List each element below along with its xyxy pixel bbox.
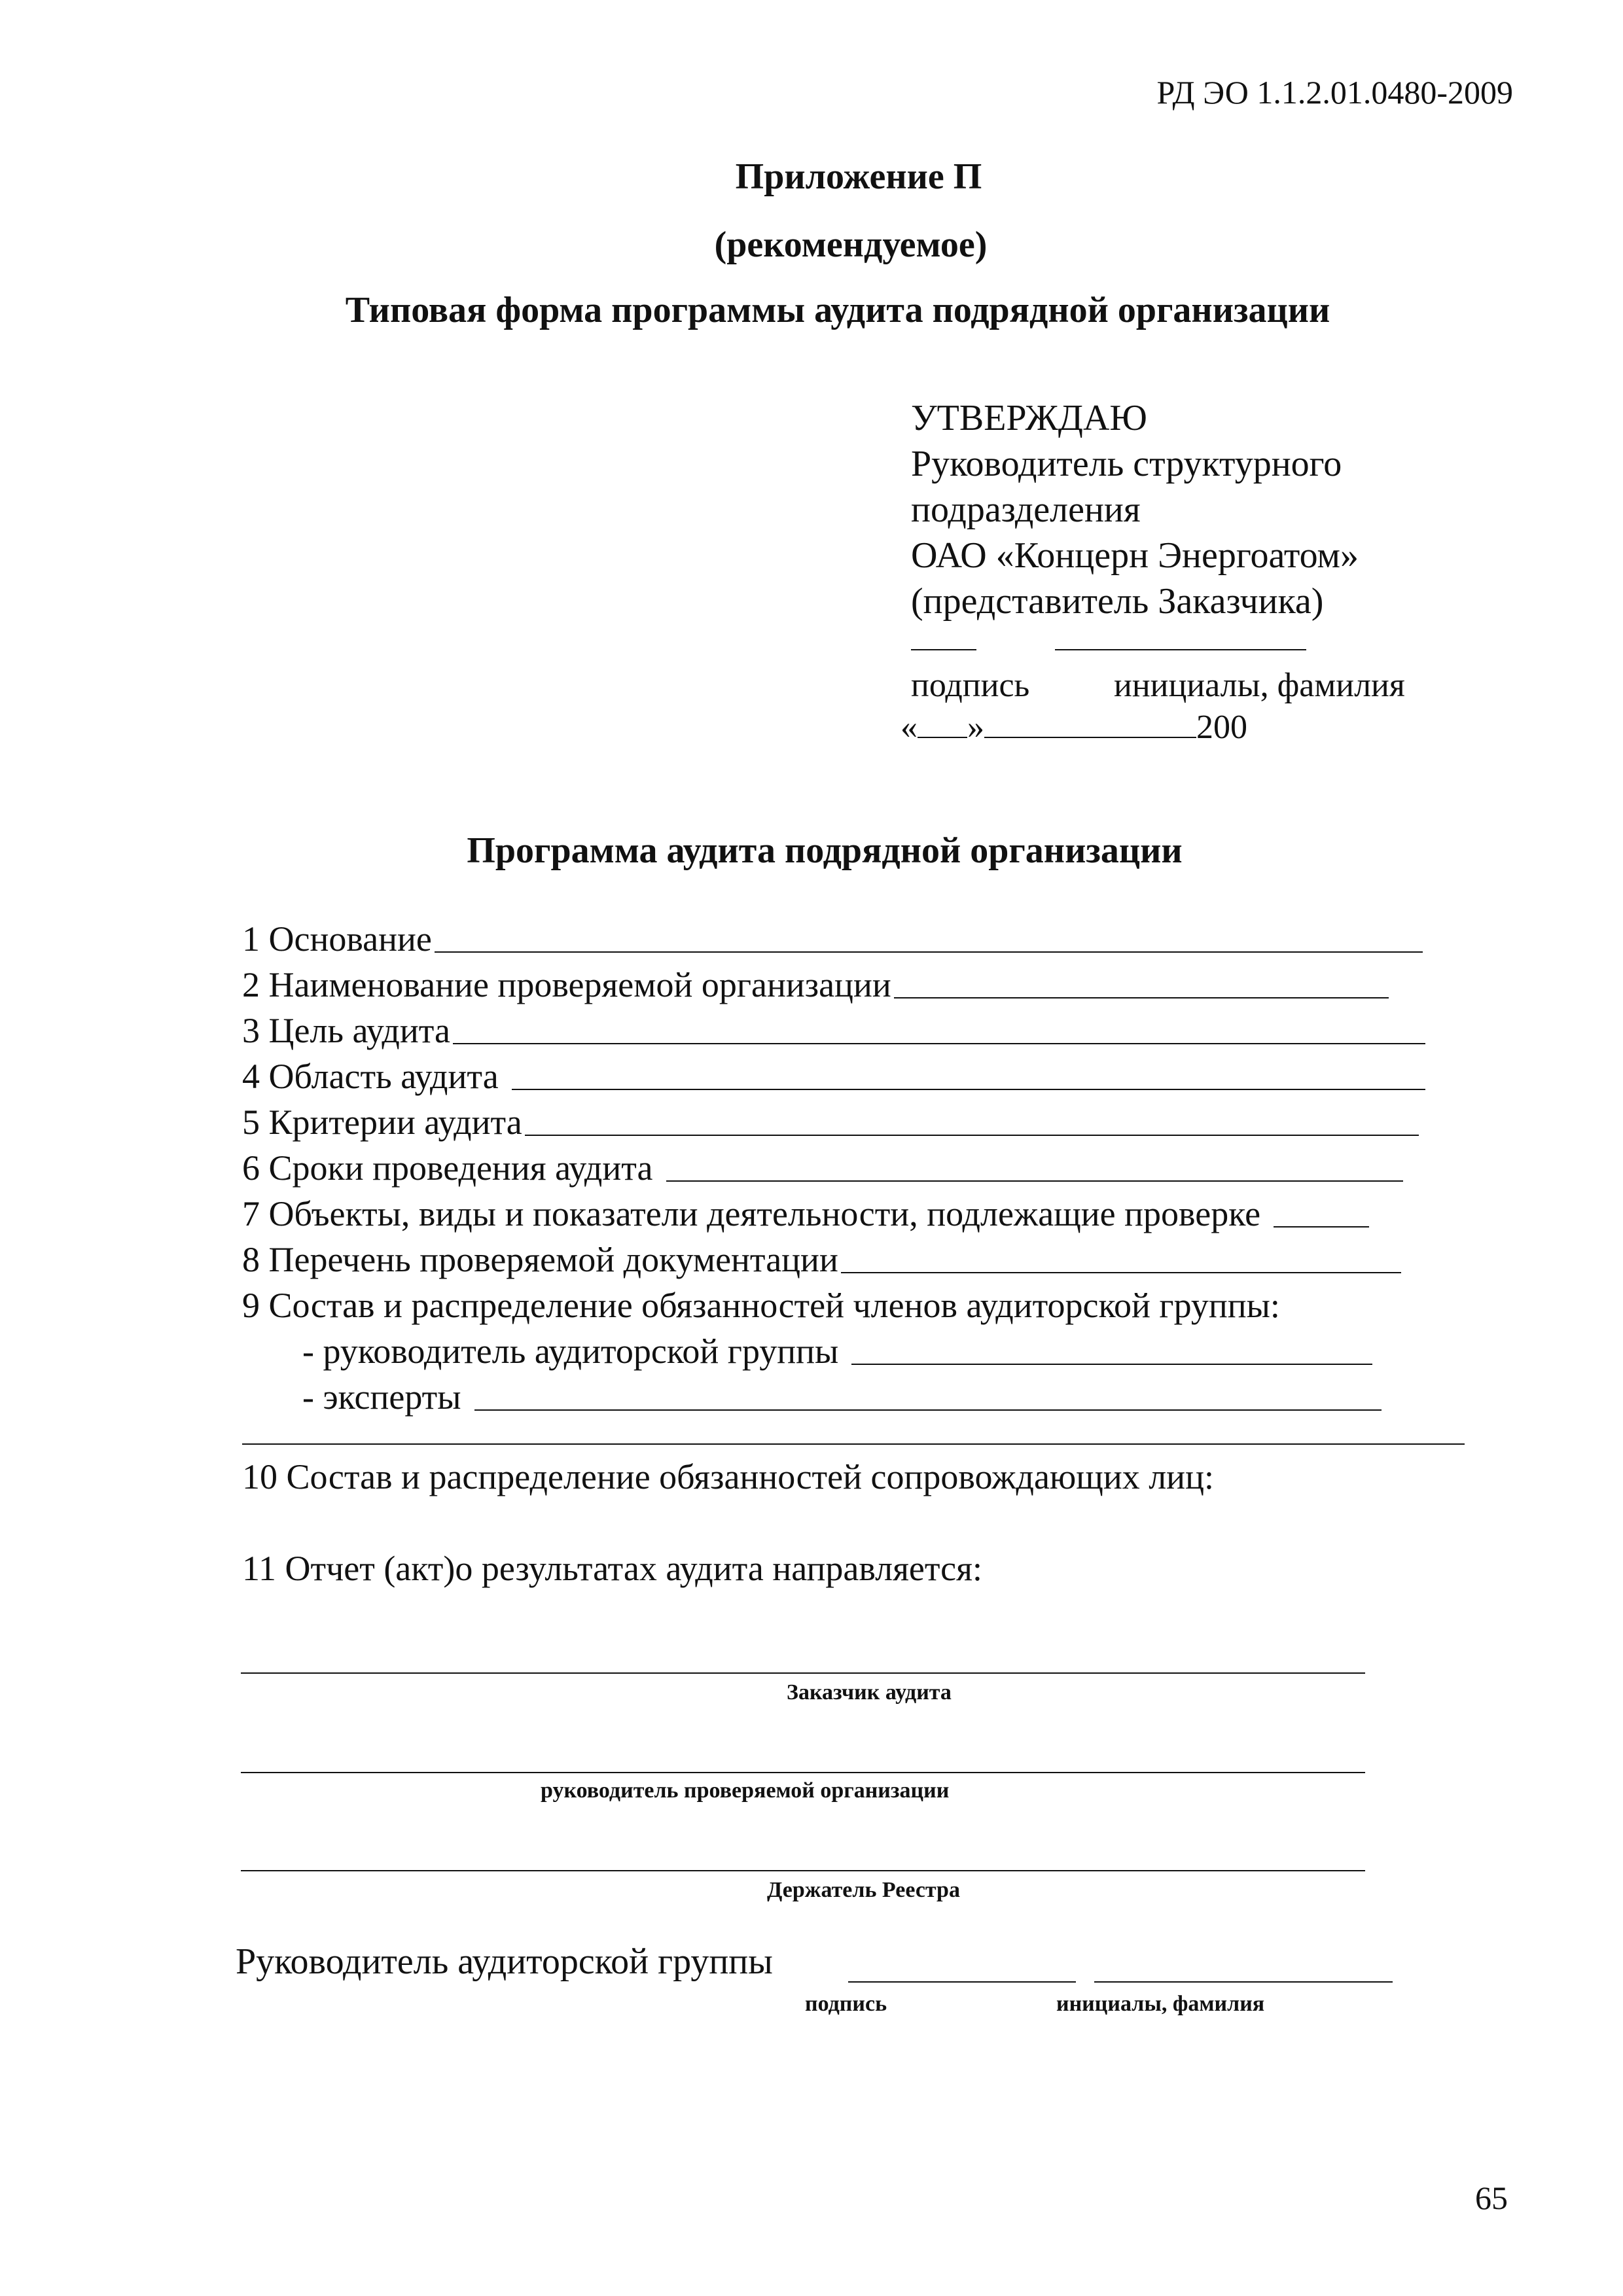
appendix-note: (рекомендуемое) — [714, 224, 988, 265]
program-item-criteria — [242, 1099, 1419, 1145]
item-objects-field[interactable] — [1274, 1218, 1369, 1227]
item-label: 9 Состав и распределение обязанностей членов аудиторской группы: — [242, 1286, 1280, 1325]
approval-line: (представитель Заказчика) — [911, 581, 1324, 622]
item-goal-field[interactable] — [453, 1035, 1425, 1044]
audit-leader-signature-line[interactable] — [848, 1981, 1076, 1983]
program-item-documentation — [242, 1237, 1401, 1282]
item-label: 3 Цель аудита — [242, 1011, 450, 1050]
experts-continuation-line[interactable] — [242, 1443, 1465, 1445]
date-open-quote: « — [901, 709, 918, 746]
subitem-leader-field[interactable] — [851, 1356, 1372, 1365]
approval-block — [911, 395, 1359, 624]
program-item-organization — [242, 962, 1389, 1008]
program-subitem-leader — [302, 1328, 1372, 1374]
program-item-goal — [242, 1008, 1425, 1053]
approval-line: подразделения — [911, 489, 1141, 530]
subitem-experts-field[interactable] — [474, 1402, 1382, 1411]
recipient-customer-caption: Заказчик аудита — [787, 1680, 952, 1704]
date-month-field[interactable] — [984, 707, 1196, 738]
subitem-label: - эксперты — [302, 1377, 461, 1417]
item-basis-field[interactable] — [435, 944, 1423, 953]
program-title: Программа аудита подрядной организации — [467, 830, 1183, 871]
program-item-audit-team — [242, 1282, 1280, 1328]
item-label: 4 Область аудита — [242, 1057, 499, 1096]
approval-line: Руководитель структурного — [911, 444, 1342, 484]
audit-leader-name-line[interactable] — [1094, 1981, 1393, 1983]
approval-line: ОАО «Концерн Энергоатом» — [911, 535, 1359, 576]
program-item-report — [242, 1545, 982, 1591]
item-label: 6 Сроки проведения аудита — [242, 1148, 653, 1188]
page-number: 65 — [1475, 2180, 1508, 2216]
recipient-customer-line[interactable] — [241, 1672, 1365, 1674]
document-code: РД ЭО 1.1.2.01.0480-2009 — [1156, 74, 1513, 111]
approval-name-line[interactable] — [1055, 649, 1306, 650]
approval-signature-line[interactable] — [911, 649, 976, 650]
recipient-org-head-caption: руководитель проверяемой организации — [541, 1778, 950, 1803]
audit-leader-signature-caption: подпись — [805, 1992, 887, 2016]
item-label: 8 Перечень проверяемой документации — [242, 1240, 838, 1279]
form-title: Типовая форма программы аудита подрядной организации — [345, 290, 1330, 330]
item-organization-field[interactable] — [894, 989, 1389, 998]
item-scope-field[interactable] — [512, 1081, 1425, 1090]
item-criteria-field[interactable] — [525, 1127, 1419, 1136]
approval-date — [901, 707, 1247, 747]
item-label: 10 Состав и распределение обязанностей сопровождающих лиц: — [242, 1457, 1214, 1496]
item-label: 7 Объекты, виды и показатели деятельности, подлежащие проверке — [242, 1194, 1261, 1233]
program-item-escorts — [242, 1454, 1214, 1500]
program-item-dates — [242, 1145, 1403, 1191]
date-day-field[interactable] — [918, 707, 967, 738]
approval-signature-caption: подпись — [911, 667, 1030, 704]
program-item-basis — [242, 916, 1423, 962]
item-label: 5 Критерии аудита — [242, 1103, 522, 1142]
item-label: 2 Наименование проверяемой организации — [242, 965, 891, 1004]
audit-leader-name-caption: инициалы, фамилия — [1056, 1992, 1265, 2016]
recipient-registry-caption: Держатель Реестра — [767, 1878, 960, 1902]
recipient-registry-line[interactable] — [241, 1870, 1365, 1871]
recipient-org-head-line[interactable] — [241, 1772, 1365, 1773]
item-label: 11 Отчет (акт)о результатах аудита направляется: — [242, 1549, 982, 1588]
program-item-objects — [242, 1191, 1369, 1237]
date-year: 200 — [1196, 709, 1247, 746]
appendix-title: Приложение П — [735, 156, 982, 197]
approval-name-caption: инициалы, фамилия — [1114, 667, 1405, 704]
program-item-scope — [242, 1053, 1425, 1099]
audit-leader-label: Руководитель аудиторской группы — [236, 1941, 773, 1982]
subitem-label: - руководитель аудиторской группы — [302, 1332, 839, 1371]
program-subitem-experts — [302, 1374, 1382, 1420]
approval-line: УТВЕРЖДАЮ — [911, 398, 1147, 438]
item-documentation-field[interactable] — [841, 1264, 1401, 1273]
item-dates-field[interactable] — [666, 1173, 1403, 1182]
item-label: 1 Основание — [242, 919, 432, 959]
date-close-quote: » — [967, 709, 984, 746]
